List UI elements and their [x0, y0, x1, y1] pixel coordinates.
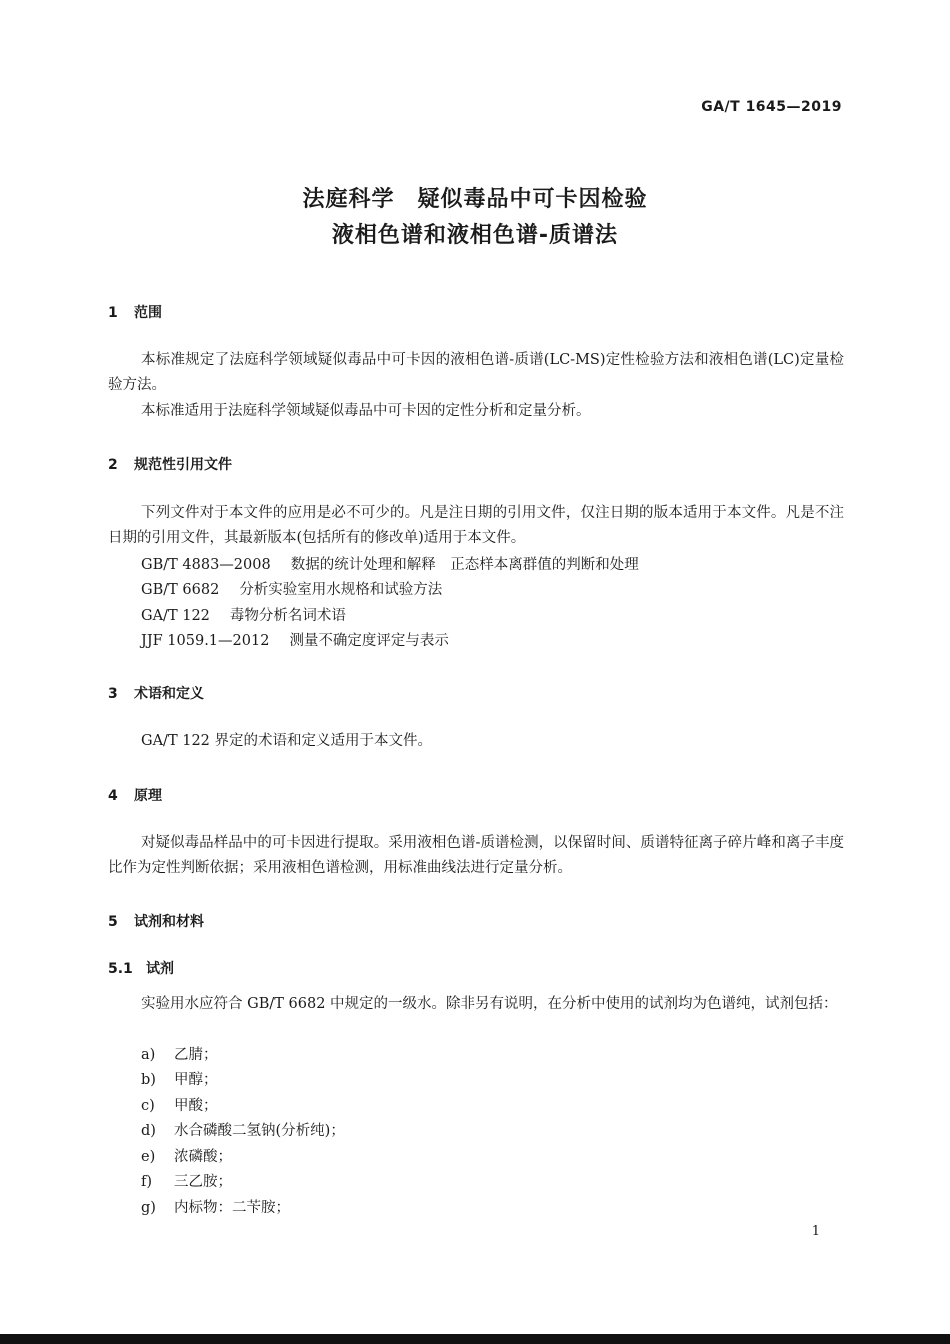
- section-2-paragraph-1: 下列文件对于本文件的应用是必不可少的。凡是注日期的引用文件，仅注日期的版本适用于本文件。凡是不注日期的引用文件，其最新版本(包括所有的修改单)适用于本文件。: [108, 505, 844, 546]
- section-3-heading: [108, 683, 204, 703]
- section-title: 原理: [134, 788, 162, 804]
- reference-item: [141, 604, 346, 625]
- reference-title: 数据的统计处理和解释 正态样本离群值的判断和处理: [290, 557, 639, 573]
- section-3-paragraph-1: GA/T 122 界定的术语和定义适用于本文件。: [141, 733, 433, 749]
- subsection-5-1-heading: [108, 958, 174, 978]
- list-marker: c): [141, 1098, 155, 1114]
- reference-item: [141, 578, 442, 599]
- bottom-border: [0, 1334, 950, 1344]
- reference-code: GB/T 6682: [141, 582, 220, 598]
- list-marker: g): [141, 1200, 156, 1216]
- list-item-text: 三乙胺；: [174, 1174, 232, 1190]
- standard-code: GA/T 1645—2019: [701, 99, 842, 115]
- list-marker: f): [141, 1174, 153, 1190]
- section-title: 规范性引用文件: [134, 457, 232, 473]
- list-marker: e): [141, 1149, 156, 1165]
- list-item: [141, 1043, 218, 1064]
- reference-item: [141, 629, 449, 650]
- reference-title: 毒物分析名词术语: [229, 608, 346, 624]
- section-title: 术语和定义: [134, 686, 204, 702]
- list-item: [141, 1145, 232, 1166]
- list-item-text: 乙腈；: [174, 1047, 218, 1063]
- reference-code: GA/T 122: [141, 608, 210, 624]
- list-item: [141, 1196, 290, 1217]
- reference-code: GB/T 4883—2008: [141, 557, 271, 573]
- subsection-title: 试剂: [146, 961, 174, 977]
- reference-code: JJF 1059.1—2012: [141, 633, 270, 649]
- section-number: 3: [108, 686, 118, 702]
- reference-title: 测量不确定度评定与表示: [289, 633, 449, 649]
- list-item: [141, 1094, 218, 1115]
- section-title: 试剂和材料: [134, 914, 204, 930]
- page-number: 1: [811, 1224, 820, 1239]
- list-item: [141, 1119, 345, 1140]
- section-1-paragraph-1: 本标准规定了法庭科学领域疑似毒品中可卡因的液相色谱-质谱(LC-MS)定性检验方法和液相色谱(LC)定量检验方法。: [108, 352, 844, 393]
- reference-item: [141, 553, 639, 574]
- subsection-5-1-paragraph-1: 实验用水应符合 GB/T 6682 中规定的一级水。除非另有说明，在分析中使用的试剂均为色谱纯，试剂包括：: [141, 996, 838, 1012]
- list-item-text: 内标物：二苄胺；: [174, 1200, 290, 1216]
- document-title-line-1: 法庭科学 疑似毒品中可卡因检验: [302, 187, 648, 212]
- reference-title: 分析实验室用水规格和试验方法: [239, 582, 443, 598]
- list-marker: d): [141, 1123, 156, 1139]
- list-marker: b): [141, 1072, 156, 1088]
- section-title: 范围: [134, 305, 162, 321]
- subsection-number: 5.1: [108, 961, 133, 977]
- list-item-text: 甲酸；: [174, 1098, 218, 1114]
- section-4-paragraph-1: 对疑似毒品样品中的可卡因进行提取。采用液相色谱-质谱检测，以保留时间、质谱特征离子碎片峰和离子丰度比作为定性判断依据；采用液相色谱检测，用标准曲线法进行定量分析。: [108, 835, 844, 876]
- section-1-paragraph-2: 本标准适用于法庭科学领域疑似毒品中可卡因的定性分析和定量分析。: [141, 403, 591, 419]
- list-item: [141, 1170, 232, 1191]
- section-number: 1: [108, 305, 118, 321]
- section-1-heading: [108, 302, 162, 322]
- section-4-heading: [108, 785, 162, 805]
- list-item: [141, 1068, 218, 1089]
- section-number: 4: [108, 788, 118, 804]
- section-5-heading: [108, 911, 204, 931]
- list-item-text: 甲醇；: [174, 1072, 218, 1088]
- section-number: 5: [108, 914, 118, 930]
- document-title-line-2: 液相色谱和液相色谱-质谱法: [331, 223, 619, 248]
- list-item-text: 浓磷酸；: [174, 1149, 232, 1165]
- section-number: 2: [108, 457, 118, 473]
- section-2-heading: [108, 454, 232, 474]
- list-marker: a): [141, 1047, 156, 1063]
- list-item-text: 水合磷酸二氢钠(分析纯)；: [174, 1123, 345, 1139]
